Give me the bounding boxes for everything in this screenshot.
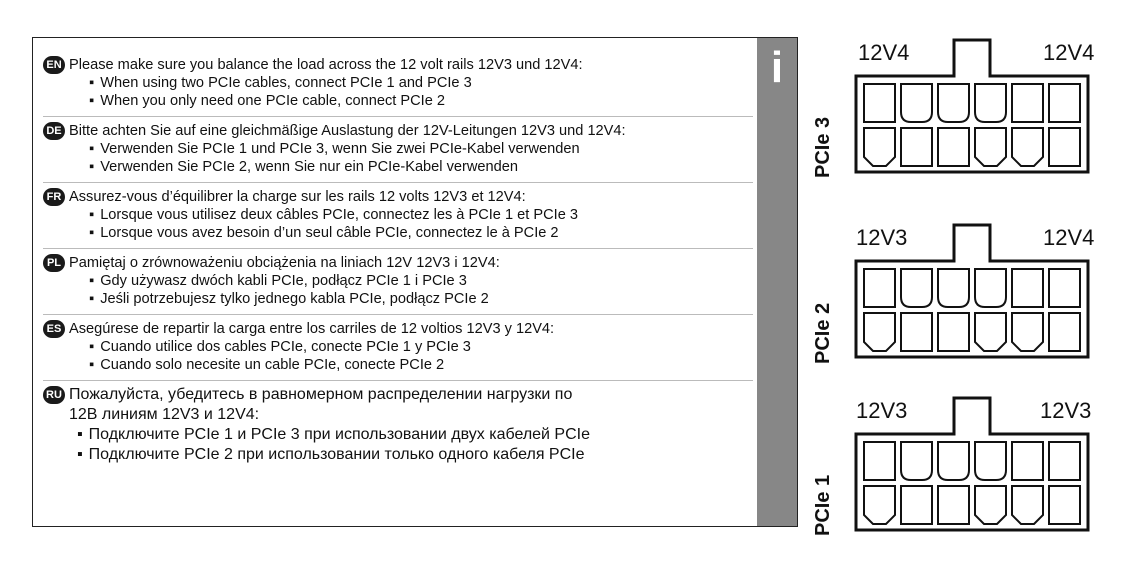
connector-pin xyxy=(1012,313,1043,351)
connector-pin xyxy=(938,313,969,351)
connector-pin xyxy=(864,128,895,166)
section-lead: Assurez-vous d’équilibrer la charge sur les rails 12 volts 12V3 et 12V4: xyxy=(69,189,526,205)
connector-pin xyxy=(901,486,932,524)
connector-pin xyxy=(938,486,969,524)
connector-pin xyxy=(1049,313,1080,351)
language-badge-fr: FR xyxy=(43,188,65,206)
section-lead-continued: 12В линиям 12V3 и 12V4: xyxy=(69,406,260,423)
language-badge-en: EN xyxy=(43,56,65,74)
info-sidebar xyxy=(757,38,797,526)
rail-label-left: 12V3 xyxy=(856,225,908,250)
divider xyxy=(43,116,753,117)
list-item: ▪ Подключите PCIe 2 при использовании только одного кабеля PCIe xyxy=(77,446,585,464)
connector-pin xyxy=(975,128,1006,166)
section-lead: Please make sure you balance the load across the 12 volt rails 12V3 und 12V4: xyxy=(69,57,583,73)
connector-pin xyxy=(901,128,932,166)
language-badge-de: DE xyxy=(43,122,65,140)
connector-pin xyxy=(938,128,969,166)
connector-pin xyxy=(864,442,895,480)
connector-pin xyxy=(864,486,895,524)
section-lead: Pamiętaj o zrównoważeniu obciążenia na liniach 12V 12V3 i 12V4: xyxy=(69,255,500,271)
connector-pin xyxy=(938,84,969,122)
connector-housing xyxy=(856,398,1088,530)
connector-pin xyxy=(901,269,932,307)
connector-pin xyxy=(1049,84,1080,122)
rail-label-right: 12V4 xyxy=(1043,40,1095,65)
list-item: ▪ Verwenden Sie PCIe 1 und PCIe 3, wenn Sie zwei PCIe-Kabel verwenden xyxy=(89,140,580,158)
language-badge-pl: PL xyxy=(43,254,65,272)
connector-pin xyxy=(901,442,932,480)
connector-pin xyxy=(1012,84,1043,122)
divider xyxy=(43,182,753,183)
connector-pin xyxy=(1012,442,1043,480)
connector-pin xyxy=(1049,128,1080,166)
section-lead: Пожалуйста, убедитесь в равномерном распределении нагрузки по xyxy=(69,386,573,403)
rail-label-left: 12V4 xyxy=(858,40,910,65)
language-badge-es: ES xyxy=(43,320,65,338)
connector-label-pcie1: PCIe 1 xyxy=(812,474,834,536)
section-lead: Bitte achten Sie auf eine gleichmäßige Auslastung der 12V-Leitungen 12V3 und 12V4: xyxy=(69,123,626,139)
list-item: ▪ Cuando utilice dos cables PCIe, conecte PCIe 1 y PCIe 3 xyxy=(89,338,471,356)
connector-pin xyxy=(1012,486,1043,524)
list-item: ▪ Подключите PCIe 1 и PCIe 3 при использовании двух кабелей PCIe xyxy=(77,426,590,444)
connector-pin xyxy=(938,442,969,480)
divider xyxy=(43,314,753,315)
connector-pcie3 xyxy=(852,36,1095,176)
list-item: ▪ Jeśli potrzebujesz tylko jednego kabla PCIe, podłącz PCIe 2 xyxy=(89,290,489,308)
connector-pin xyxy=(1049,269,1080,307)
list-item: ▪ When using two PCIe cables, connect PCIe 1 and PCIe 3 xyxy=(89,74,472,92)
info-icon: i xyxy=(770,43,784,92)
connector-pin xyxy=(901,313,932,351)
connector-label-pcie2: PCIe 2 xyxy=(812,302,834,364)
list-item: ▪ Cuando solo necesite un cable PCIe, conecte PCIe 2 xyxy=(89,356,444,374)
connector-pin xyxy=(864,313,895,351)
section-lead: Asegúrese de repartir la carga entre los carriles de 12 voltios 12V3 y 12V4: xyxy=(69,321,555,337)
connector-pin xyxy=(864,84,895,122)
divider xyxy=(43,380,753,381)
connector-pin xyxy=(864,269,895,307)
connector-pin xyxy=(975,84,1006,122)
connector-pcie2 xyxy=(852,221,1095,361)
connector-pin xyxy=(1049,442,1080,480)
connector-label-pcie3: PCIe 3 xyxy=(812,116,834,178)
rail-label-right: 12V3 xyxy=(1040,398,1092,423)
instruction-card xyxy=(32,37,798,527)
connector-pin xyxy=(975,269,1006,307)
connector-pin xyxy=(938,269,969,307)
connector-pin xyxy=(901,84,932,122)
list-item: ▪ When you only need one PCIe cable, connect PCIe 2 xyxy=(89,92,445,110)
connector-pin xyxy=(975,486,1006,524)
connector-pin xyxy=(1012,269,1043,307)
connector-housing xyxy=(856,225,1088,357)
rail-label-left: 12V3 xyxy=(856,398,908,423)
list-item: ▪ Lorsque vous utilisez deux câbles PCIe, connectez les à PCIe 1 et PCIe 3 xyxy=(89,206,578,224)
list-item: ▪ Gdy używasz dwóch kabli PCIe, podłącz PCIe 1 i PCIe 3 xyxy=(89,272,467,290)
connector-housing xyxy=(856,40,1088,172)
list-item: ▪ Lorsque vous avez besoin d’un seul câble PCIe, connectez le à PCIe 2 xyxy=(89,224,559,242)
connector-pin xyxy=(1049,486,1080,524)
list-item: ▪ Verwenden Sie PCIe 2, wenn Sie nur ein PCIe-Kabel verwenden xyxy=(89,158,518,176)
connector-pin xyxy=(975,442,1006,480)
rail-label-right: 12V4 xyxy=(1043,225,1095,250)
divider xyxy=(43,248,753,249)
language-badge-ru: RU xyxy=(43,386,65,404)
connector-pin xyxy=(975,313,1006,351)
connector-pcie1 xyxy=(852,394,1092,534)
connector-pin xyxy=(1012,128,1043,166)
